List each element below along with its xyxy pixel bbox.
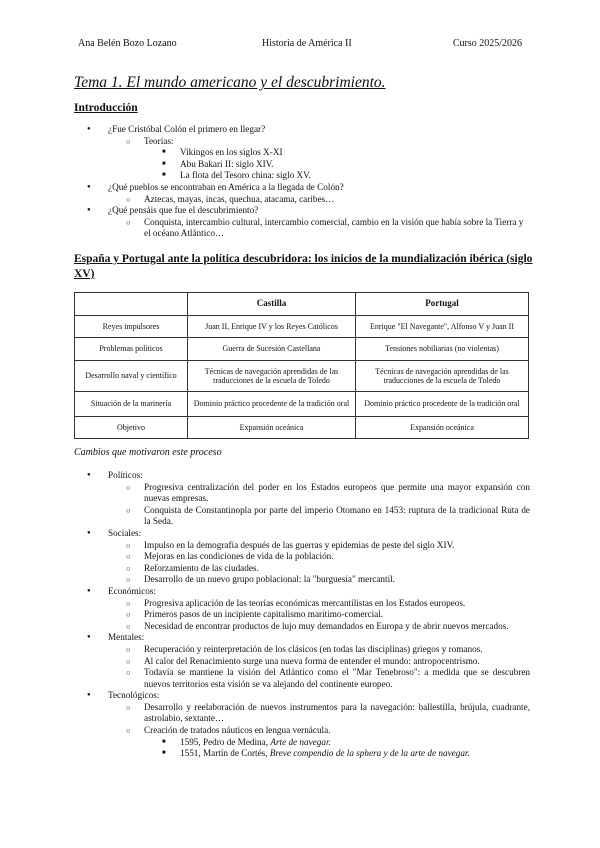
- table-header-cell: Castilla: [188, 293, 356, 316]
- table-row: [75, 392, 529, 417]
- treatise-item: [74, 748, 530, 760]
- table-cell: Guerra de Sucesión Castellana: [188, 338, 356, 361]
- table-cell: Reyes impulsores: [75, 316, 188, 338]
- table-row: [75, 417, 529, 439]
- list-item: ○ Mejoras en las condiciones de vida de la población.: [74, 551, 530, 563]
- theory-item: ■ Abu Bakari II: siglo XIV.: [74, 159, 530, 171]
- list-item: ○ Necesidad de encontrar productos de lujo muy demandados en Europa y de abrir nuevos mercados.: [74, 621, 530, 633]
- list-item: ○ Recuperación y reinterpretación de los clásicos (en todas las disciplinas) griegos y romanos.: [74, 644, 530, 656]
- category-label: ● Tecnológicos:: [74, 690, 530, 702]
- changes-list: [74, 470, 530, 760]
- list-item: ○ Conquista de Constantinopla por parte del imperio Otomano en 1453: ruptura de la tradicional Ruta de la Seda.: [74, 505, 530, 528]
- list-item: ○ Todavía se mantiene la visión del Atlántico como el "Mar Tenebroso": a medida que se descubren nuevos territorios esta visión se va alejando del continente europeo.: [74, 667, 530, 690]
- table-cell: Expansión oceánica: [188, 417, 356, 439]
- table-cell: Expansión oceánica: [356, 417, 529, 439]
- table-cell: Juan II, Enrique IV y los Reyes Católicos: [188, 316, 356, 338]
- table-cell: Enrique "El Navegante", Alfonso V y Juan II: [356, 316, 529, 338]
- question-item: ● ¿Qué pensáis que fue el descubrimiento?: [74, 205, 530, 217]
- table-cell: Dominio práctico procedente de la tradición oral: [188, 392, 356, 417]
- header-author: Ana Belén Bozo Lozano: [78, 38, 177, 49]
- treatise-meta: 1595, Pedro de Medina,: [180, 736, 271, 747]
- changes-subtitle: Cambios que motivaron este proceso: [74, 447, 222, 458]
- list-item: ○ Primeros pasos de un incipiente capitalismo marítimo-comercial.: [74, 609, 530, 621]
- list-item: ○ Desarrollo de un nuevo grupo poblacional: la "burguesía" mercantil.: [74, 574, 530, 586]
- treatise-meta: 1551, Martín de Cortés,: [180, 748, 270, 759]
- list-item: ○ Progresiva aplicación de las teorías económicas mercantilistas en los Estados europeos.: [74, 598, 530, 610]
- treatise-title: Breve compendio de la sphera y de la arte de navegar.: [269, 748, 470, 759]
- table-row: [75, 361, 529, 392]
- header-course: Curso 2025/2026: [452, 38, 522, 49]
- table-header-cell: [75, 293, 188, 316]
- question-item: ● ¿Fue Cristóbal Colón el primero en llegar?: [74, 124, 530, 136]
- category-label: ● Económicos:: [74, 586, 530, 598]
- table-cell: Técnicas de navegación aprendidas de las traducciones de la escuela de Toledo: [356, 361, 529, 392]
- list-item: ○ Reforzamiento de las ciudades.: [74, 563, 530, 575]
- treatise-title: Arte de navegar.: [270, 736, 331, 747]
- section-heading: España y Portugal ante la política descubridora: los inicios de la mundialización ibérica (siglo XV): [74, 253, 533, 280]
- table-cell: Problemas políticos: [75, 338, 188, 361]
- table-cell: Desarrollo naval y científico: [75, 361, 188, 392]
- intro-heading: Introducción: [74, 102, 138, 114]
- list-item: ○ Progresiva centralización del poder en los Estados europeos que permite una mayor expansión con nuevas empresas.: [74, 482, 530, 505]
- answer-item: ○ Conquista, intercambio cultural, intercambio comercial, cambio en la visión que había sobre la Tierra y el océano Atlántico…: [74, 217, 530, 240]
- table-row: [75, 338, 529, 361]
- table-cell: Dominio práctico procedente de la tradición oral: [356, 392, 529, 417]
- category-label: ● Políticos:: [74, 470, 530, 482]
- comparison-table: [74, 292, 529, 439]
- table-header-row: [75, 293, 529, 316]
- page-header: [78, 38, 522, 52]
- table-row: [75, 316, 529, 338]
- category-label: ● Sociales:: [74, 528, 530, 540]
- intro-list: [74, 124, 530, 240]
- theory-item: ■ Vikingos en los siglos X-XI: [74, 147, 530, 159]
- question-item: ● ¿Qué pueblos se encontraban en América a la llegada de Colón?: [74, 182, 530, 194]
- list-item: ○ Impulso en la demografía después de las guerras y epidemias de peste del siglo XIV.: [74, 540, 530, 552]
- list-item: ○ Desarrollo y reelaboración de nuevos instrumentos para la navegación: ballestilla, brújula, cuadrante, astrolabio, sextante…: [74, 702, 530, 725]
- table-cell: Situación de la marinería: [75, 392, 188, 417]
- table-cell: Técnicas de navegación aprendidas de las traducciones de la escuela de Toledo: [188, 361, 356, 392]
- category-label: ● Mentales:: [74, 632, 530, 644]
- treatise-item: [74, 737, 530, 749]
- theories-label: ○ Teorías:: [74, 136, 530, 148]
- table-header-cell: Portugal: [356, 293, 529, 316]
- list-item: ○ Al calor del Renacimiento surge una nueva forma de entender el mundo: antropocentrismo.: [74, 656, 530, 668]
- page-title: Tema 1. El mundo americano y el descubrimiento.: [74, 74, 386, 91]
- list-item: ○ Creación de tratados náuticos en lengua vernácula.: [74, 725, 530, 737]
- theory-item: ■ La flota del Tesoro china: siglo XV.: [74, 170, 530, 182]
- table-cell: Tensiones nobiliarias (no violentas): [356, 338, 529, 361]
- answer-item: ○ Aztecas, mayas, incas, quechua, atacama, caribes…: [74, 194, 530, 206]
- header-subject: Historia de América II: [262, 38, 352, 49]
- table-cell: Objetivo: [75, 417, 188, 439]
